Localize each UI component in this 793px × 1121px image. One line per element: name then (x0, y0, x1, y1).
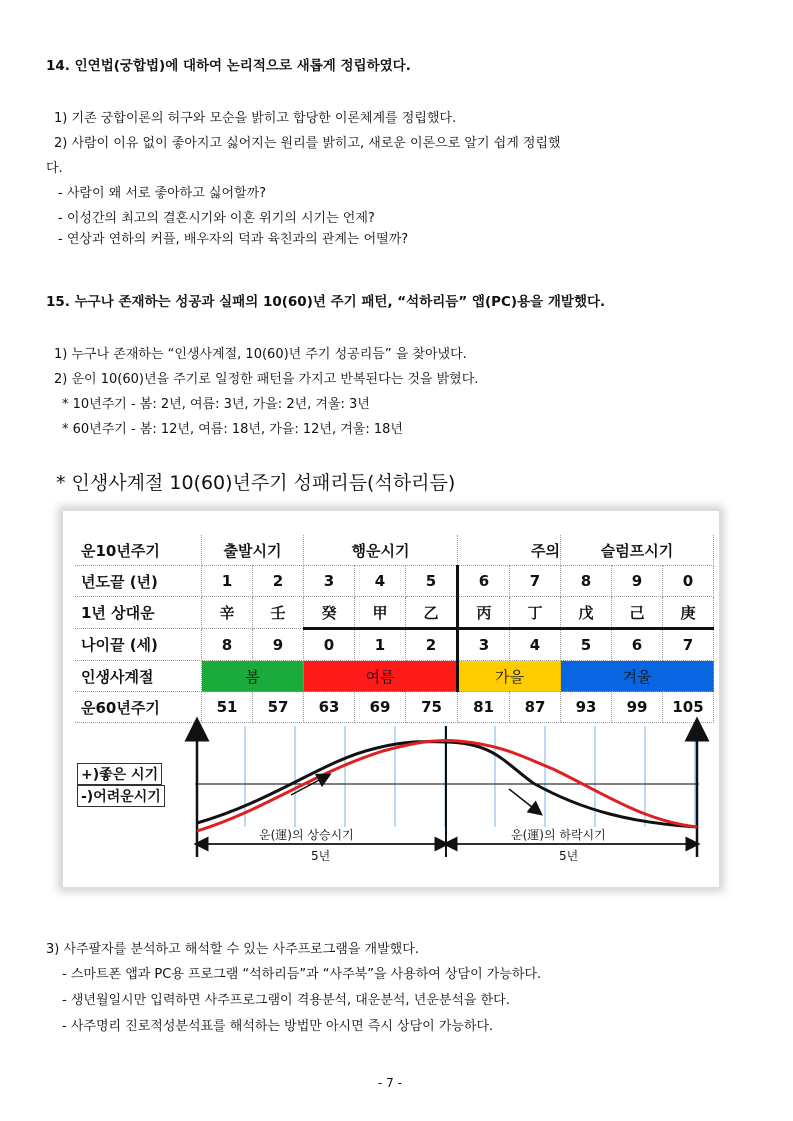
cycle60-row (75, 692, 714, 723)
table-cell: 9 (253, 629, 304, 661)
page-number: - 7 - (378, 1076, 402, 1090)
fall-period-label: 운(運)의 하락시기 (511, 828, 606, 842)
rise-arrow (291, 777, 325, 795)
table-cell: 己 (612, 597, 663, 629)
item-3-title: 3) 사주팔자를 분석하고 해석할 수 있는 사주프로그램을 개발했다. (46, 942, 419, 957)
table-cell: 93 (561, 692, 612, 723)
row-label: 운60년주기 (75, 692, 202, 723)
section-15-star-1: * 10년주기 - 봄: 2년, 여름: 3년, 가을: 2년, 겨울: 3년 (62, 397, 370, 412)
table-cell: 4 (510, 629, 561, 661)
years-row (75, 566, 714, 597)
table-cell: 9 (612, 566, 663, 597)
table-cell: 87 (510, 692, 561, 723)
section-14-bullet: - 연상과 연하의 커플, 배우자의 덕과 육친과의 관계는 어떨까? (58, 232, 409, 247)
years-right-label: 5년 (559, 849, 579, 863)
row-label: 인생사계절 (75, 661, 202, 692)
fall-arrow (509, 789, 537, 811)
table-cell: 4 (355, 566, 406, 597)
table-cell: 5 (561, 629, 612, 661)
table-cell: 丙 (458, 597, 510, 629)
table-cell: 0 (304, 629, 355, 661)
section-15-star-2: * 60년주기 - 봄: 12년, 여름: 18년, 가을: 12년, 겨울: 18년 (62, 422, 403, 437)
section-14-item-2-line1: 2) 사람이 이유 없이 좋아지고 싫어지는 원리를 밝히고, 새로운 이론으로 알기 쉽게 정립했 (54, 136, 561, 151)
table-cell: 0 (663, 566, 714, 597)
table-cell: 6 (458, 566, 510, 597)
season-cell: 겨울 (561, 661, 714, 692)
table-cell: 壬 (253, 597, 304, 629)
hard-period-label: -)어려운시기 (77, 785, 165, 807)
phase-luck: 행운시기 (304, 535, 458, 566)
table-cell: 癸 (304, 597, 355, 629)
section-14-bullet: - 사람이 왜 서로 좋아하고 싫어할까? (58, 186, 267, 201)
table-cell: 6 (612, 629, 663, 661)
red-curve (197, 740, 697, 831)
row-label: 운10년주기 (75, 535, 202, 566)
table-cell: 2 (253, 566, 304, 597)
phase-start: 출발시기 (202, 535, 304, 566)
table-cell: 63 (304, 692, 355, 723)
season-cell: 가을 (458, 661, 561, 692)
figure-title: * 인생사계절 10(60)년주기 성패리듬(석하리듬) (56, 472, 456, 494)
row-label: 년도끝 (년) (75, 566, 202, 597)
section-14-heading: 14. 인연법(궁합법)에 대하여 논리적으로 새롭게 정립하였다. (46, 58, 411, 74)
row-label: 1년 상대운 (75, 597, 202, 629)
table-cell: 81 (458, 692, 510, 723)
phase-slump: 슬럼프시기 (561, 535, 714, 566)
item-3-bullet: - 생년월일시만 입력하면 사주프로그램이 격용분석, 대운분석, 년운분석을 한다. (62, 993, 510, 1008)
table-cell: 1 (202, 566, 253, 597)
cycle-figure (62, 510, 720, 888)
table-cell: 8 (561, 566, 612, 597)
item-3-bullet: - 스마트폰 앱과 PC용 프로그램 “석하리듬”과 “사주북”을 사용하여 상담이 가능하다. (62, 967, 542, 982)
table-cell: 5 (406, 566, 458, 597)
ages-row (75, 629, 714, 661)
table-cell: 丁 (510, 597, 561, 629)
rise-period-label: 운(運)의 상승시기 (259, 828, 354, 842)
season-cell: 봄 (202, 661, 304, 692)
table-cell: 105 (663, 692, 714, 723)
table-cell: 8 (202, 629, 253, 661)
table-cell: 7 (663, 629, 714, 661)
season-cell: 여름 (304, 661, 458, 692)
table-cell: 1 (355, 629, 406, 661)
years-left-label: 5년 (311, 849, 331, 863)
table-cell: 69 (355, 692, 406, 723)
table-cell: 75 (406, 692, 458, 723)
table-cell: 戊 (561, 597, 612, 629)
table-cell: 甲 (355, 597, 406, 629)
item-3-bullet: - 사주명리 진로적성분석표를 해석하는 방법만 아시면 즉시 상담이 가능하다. (62, 1019, 494, 1034)
phase-row (75, 535, 714, 566)
section-14-bullet: - 이성간의 최고의 결혼시기와 이혼 위기의 시기는 언제? (58, 211, 375, 226)
section-14-item-1: 1) 기존 궁합이론의 허구와 모순을 밝히고 합당한 이론체계를 정립했다. (54, 111, 457, 126)
table-cell: 庚 (663, 597, 714, 629)
black-curve (197, 742, 697, 827)
stems-row (75, 597, 714, 629)
table-cell: 99 (612, 692, 663, 723)
table-cell: 2 (406, 629, 458, 661)
cycle-table (75, 535, 714, 723)
seasons-row (75, 661, 714, 692)
table-cell: 辛 (202, 597, 253, 629)
good-period-label: +)좋은 시기 (77, 763, 162, 785)
table-cell: 57 (253, 692, 304, 723)
table-cell: 51 (202, 692, 253, 723)
table-cell: 3 (304, 566, 355, 597)
section-15-item-2: 2) 운이 10(60)년을 주기로 일정한 패턴을 가지고 반복된다는 것을 밝혔다. (54, 372, 479, 387)
section-15-heading: 15. 누구나 존재하는 성공과 실패의 10(60)년 주기 패턴, “석하리듬” 앱(PC)용을 개발했다. (46, 294, 606, 310)
table-cell: 乙 (406, 597, 458, 629)
row-label: 나이끝 (세) (75, 629, 202, 661)
table-cell: 3 (458, 629, 510, 661)
section-15-item-1: 1) 누구나 존재하는 “인생사계절, 10(60)년 주기 성공리듬” 을 찾아냈다. (54, 347, 467, 362)
phase-caution: 주의 (458, 535, 561, 566)
table-cell: 7 (510, 566, 561, 597)
section-14-item-2-line2: 다. (46, 161, 63, 176)
